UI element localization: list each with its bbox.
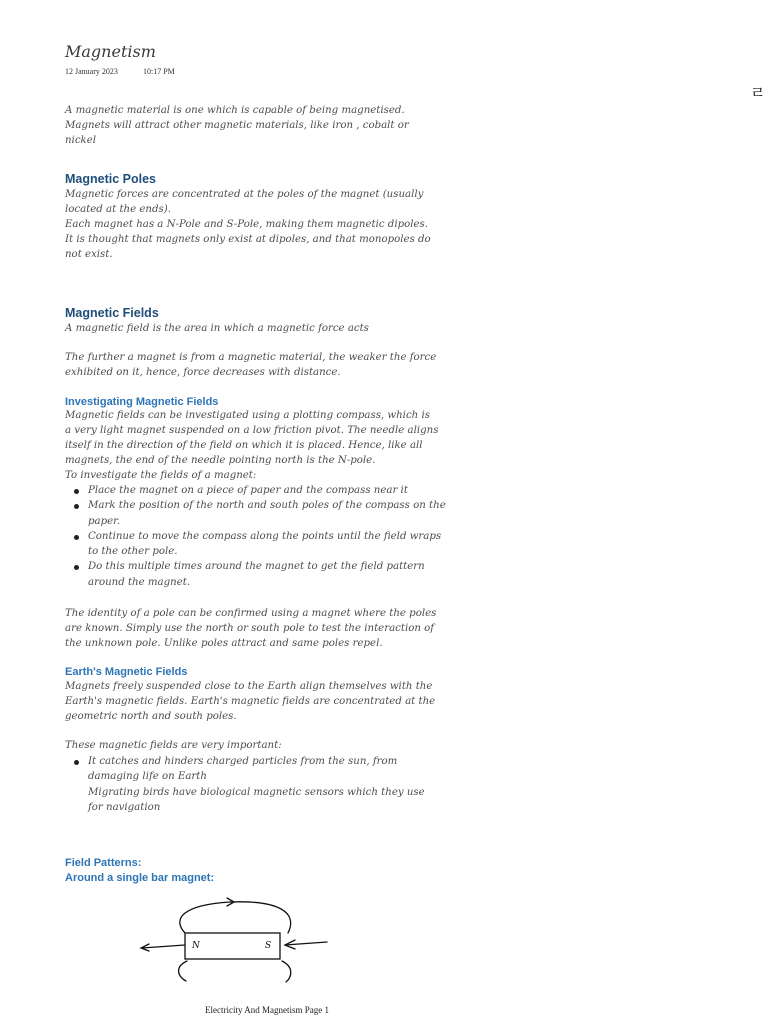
list-item [65, 483, 455, 498]
heading-investigating-fields: Investigating Magnetic Fields [65, 396, 219, 408]
bullet-icon [74, 489, 79, 494]
field-line-bottom-right [282, 961, 291, 982]
fields-distance-paragraph [65, 350, 450, 380]
pole-identity-line: the unknown pole. Unlike poles attract and same poles repel. [65, 638, 383, 649]
field-line-bottom-left [179, 961, 187, 981]
intro-paragraph [65, 103, 450, 148]
bullet-icon [74, 504, 79, 509]
fields-distance-line: The further a magnet is from a magnetic material, the weaker the force [65, 352, 437, 363]
earth-importance [65, 738, 450, 753]
heading-earth-fields: Earth's Magnetic Fields [65, 666, 188, 678]
investigating-line: Magnetic fields can be investigated using a plotting compass, which is [65, 410, 430, 421]
earth-importance-line: These magnetic fields are very important: [65, 740, 282, 751]
list-item-text: around the magnet. [88, 576, 191, 588]
heading-magnetic-poles: Magnetic Poles [65, 172, 156, 186]
magnet-n-label: N [192, 941, 200, 951]
list-item-text: Continue to move the compass along the points until the field wraps [88, 530, 442, 542]
intro-line: A magnetic material is one which is capable of being magnetised. [65, 105, 405, 116]
list-item-text: for navigation [88, 801, 161, 813]
investigating-line: itself in the direction of the field on which it is placed. Hence, like all [65, 440, 423, 451]
investigation-steps-list [65, 483, 455, 590]
list-item [65, 529, 455, 560]
page-title: Magnetism [65, 42, 156, 61]
poles-line: not exist. [65, 249, 113, 260]
list-item [65, 754, 455, 815]
fields-definition-line: A magnetic field is the area in which a magnetic force acts [65, 323, 369, 334]
list-item-text: paper. [88, 515, 121, 527]
list-item-text: to the other pole. [88, 546, 178, 558]
subheading-bar-magnet: Around a single bar magnet: [65, 872, 215, 884]
poles-line: Each magnet has a N-Pole and S-Pole, making them magnetic dipoles. [65, 219, 428, 230]
earth-line: geometric north and south poles. [65, 711, 237, 722]
poles-paragraph [65, 187, 450, 262]
heading-magnetic-fields: Magnetic Fields [65, 306, 159, 320]
page-date: 12 January 2023 [65, 67, 118, 76]
earth-line: Earth's magnetic fields. Earth's magnetic fields are concentrated at the [65, 696, 436, 707]
field-line-left [142, 945, 185, 948]
list-item-text: Mark the position of the north and south poles of the compass on the [88, 500, 446, 512]
investigating-line: a very light magnet suspended on a low friction pivot. The needle aligns [65, 425, 439, 436]
list-item [65, 559, 455, 590]
earth-line: Magnets freely suspended close to the Earth align themselves with the [65, 681, 433, 692]
bar-magnet-sketch [130, 895, 340, 995]
pole-identity-line: are known. Simply use the north or south pole to test the interaction of [65, 623, 435, 634]
intro-line: nickel [65, 135, 96, 146]
list-item [65, 498, 455, 529]
list-item-text: Migrating birds have biological magnetic sensors which they use [88, 786, 425, 798]
pole-identity-line: The identity of a pole can be confirmed using a magnet where the poles [65, 608, 437, 619]
poles-line: It is thought that magnets only exist at dipoles, and that monopoles do [65, 234, 431, 245]
investigating-line: magnets, the end of the needle pointing north is the N-pole. [65, 455, 376, 466]
intro-line: Magnets will attract other magnetic materials, like iron , cobalt or [65, 120, 409, 131]
investigating-paragraph [65, 408, 450, 483]
page-time: 10:17 PM [143, 67, 175, 76]
bullet-icon [74, 535, 79, 540]
bullet-icon [74, 760, 79, 765]
earth-importance-list [65, 754, 455, 815]
list-item-text: It catches and hinders charged particles from the sun, from [88, 756, 398, 767]
bullet-icon [74, 565, 79, 570]
fields-distance-line: exhibited on it, hence, force decreases with distance. [65, 367, 341, 378]
page-footer: Electricity And Magnetism Page 1 [205, 1005, 329, 1015]
magnet-s-label: S [265, 941, 272, 951]
poles-line: located at the ends). [65, 204, 171, 215]
poles-line: Magnetic forces are concentrated at the poles of the magnet (usually [65, 189, 424, 200]
investigating-line: To investigate the fields of a magnet: [65, 470, 257, 481]
pole-identity-paragraph [65, 606, 450, 651]
list-item-text: Place the magnet on a piece of paper and the compass near it [88, 485, 408, 496]
list-item-text: Do this multiple times around the magnet to get the field pattern [88, 561, 425, 573]
fields-definition [65, 321, 450, 336]
list-item-text: damaging life on Earth [88, 771, 207, 783]
field-line-top [180, 902, 291, 933]
handwritten-mark: ㄹ [750, 83, 766, 102]
heading-field-patterns: Field Patterns: [65, 857, 142, 869]
earth-paragraph [65, 679, 450, 724]
